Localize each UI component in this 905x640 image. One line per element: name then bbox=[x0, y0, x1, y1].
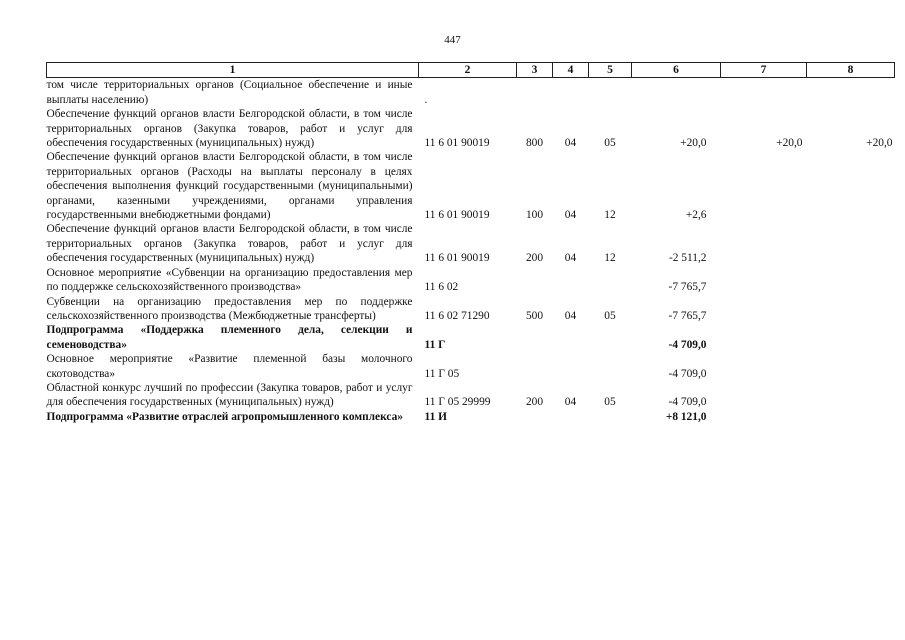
table-row bbox=[47, 107, 895, 150]
row-col4: 04 bbox=[564, 309, 577, 322]
row-col5: 12 bbox=[604, 209, 616, 222]
row-col4: 04 bbox=[564, 396, 577, 409]
row-col5: 05 bbox=[604, 396, 616, 409]
row-amount-col6: -4 709,0 bbox=[668, 367, 707, 380]
column-header: 4 bbox=[553, 63, 589, 78]
row-amount-col7: +20,0 bbox=[776, 137, 803, 150]
row-code: . bbox=[424, 93, 428, 106]
row-amount-col6: -7 765,7 bbox=[668, 309, 707, 322]
row-amount-col8 bbox=[807, 78, 895, 107]
row-description: Субвенции на организацию предоставления мер по поддержке сельскохозяйственного производства (Межбюджетные трансферты) bbox=[46, 295, 413, 322]
row-amount-col6: -2 511,2 bbox=[668, 252, 707, 265]
row-amount-col6: +8 121,0 bbox=[665, 410, 707, 423]
column-header: 6 bbox=[632, 63, 721, 78]
row-col3: 200 bbox=[525, 252, 544, 265]
row-col4 bbox=[553, 266, 589, 295]
row-amount-col8 bbox=[807, 150, 895, 222]
table-row bbox=[47, 295, 895, 324]
row-col3 bbox=[517, 266, 553, 295]
row-amount-col7 bbox=[721, 352, 807, 381]
table-row bbox=[47, 78, 895, 107]
row-amount-col7 bbox=[721, 222, 807, 265]
row-description: Подпрограмма «Развитие отраслей агропромышленного комплекса» bbox=[46, 410, 403, 423]
row-amount-col8 bbox=[807, 295, 895, 324]
row-col4: 04 bbox=[564, 252, 577, 265]
row-col4 bbox=[553, 323, 589, 352]
row-amount-col8 bbox=[807, 222, 895, 265]
row-amount-col7 bbox=[721, 410, 807, 424]
row-amount-col6: -7 765,7 bbox=[668, 281, 707, 294]
table-row bbox=[47, 352, 895, 381]
row-code: 11 И bbox=[424, 410, 447, 423]
row-col5: 05 bbox=[604, 309, 616, 322]
row-description: Обеспечение функций органов власти Белгородской области, в том числе территориальных органов (Закупка товаров, работ и услуг для обеспечения государственных (муниципальных) нужд) bbox=[46, 108, 413, 150]
column-header: 5 bbox=[589, 63, 632, 78]
row-code: 11 Г bbox=[424, 338, 446, 351]
row-description: том числе территориальных органов (Социальное обеспечение и иные выплаты населению) bbox=[46, 79, 413, 106]
row-col3 bbox=[517, 352, 553, 381]
row-col5 bbox=[589, 266, 632, 295]
row-col3: 100 bbox=[525, 209, 544, 222]
row-col4 bbox=[553, 410, 589, 424]
row-code: 11 6 02 bbox=[424, 281, 459, 294]
row-description: Основное мероприятие «Развитие племенной базы молочного скотоводства» bbox=[46, 353, 413, 380]
table-header-row bbox=[47, 63, 895, 78]
row-amount-col6: -4 709,0 bbox=[668, 338, 707, 351]
row-amount-col7 bbox=[721, 150, 807, 222]
row-col3: 200 bbox=[525, 396, 544, 409]
row-amount-col7 bbox=[721, 266, 807, 295]
row-amount-col6: +2,6 bbox=[685, 209, 707, 222]
row-amount-col7 bbox=[721, 295, 807, 324]
row-col3: 800 bbox=[525, 137, 544, 150]
row-amount-col8 bbox=[807, 410, 895, 424]
table-row bbox=[47, 150, 895, 222]
row-code: 11 6 02 71290 bbox=[424, 309, 490, 322]
page-number: 447 bbox=[444, 34, 461, 46]
table-row bbox=[47, 381, 895, 410]
column-header: 7 bbox=[721, 63, 807, 78]
row-amount-col7 bbox=[721, 78, 807, 107]
row-col4: 04 bbox=[564, 209, 577, 222]
row-description: Обеспечение функций органов власти Белгородской области, в том числе территориальных органов (Расходы на выплаты персоналу в целях обеспечения выполнения функций государственными (муниципальными) органами, казенными учреждениями, органами управления государственными внебюджетными фондами) bbox=[46, 151, 413, 222]
row-description: Областной конкурс лучший по профессии (Закупка товаров, работ и услуг для обеспечения государственных (муниципальных) нужд) bbox=[46, 381, 413, 409]
row-amount-col6: -4 709,0 bbox=[668, 396, 707, 409]
row-amount-col8 bbox=[807, 266, 895, 295]
row-col4 bbox=[553, 352, 589, 381]
row-amount-col8 bbox=[807, 352, 895, 381]
column-header: 2 bbox=[419, 63, 517, 78]
row-code: 11 Г 05 29999 bbox=[424, 396, 491, 409]
row-amount-col8: +20,0 bbox=[866, 137, 893, 150]
row-code: 11 6 01 90019 bbox=[424, 209, 490, 222]
row-col5 bbox=[589, 410, 632, 424]
table-row bbox=[47, 222, 895, 265]
row-col3 bbox=[517, 410, 553, 424]
row-amount-col7 bbox=[721, 381, 807, 410]
row-amount-col8 bbox=[807, 381, 895, 410]
row-code: 11 6 01 90019 bbox=[424, 252, 490, 265]
row-description: Основное мероприятие «Субвенции на организацию предоставления мер по поддержке сельскохозяйственного производства» bbox=[46, 266, 413, 294]
column-header: 1 bbox=[47, 63, 419, 78]
row-col5 bbox=[589, 78, 632, 107]
row-description: Подпрограмма «Поддержка племенного дела, селекции и семеноводства» bbox=[46, 324, 413, 351]
row-code: 11 Г 05 bbox=[424, 367, 460, 380]
budget-table bbox=[46, 62, 895, 424]
row-code: 11 6 01 90019 bbox=[424, 137, 490, 150]
row-amount-col7 bbox=[721, 323, 807, 352]
table-row bbox=[47, 323, 895, 352]
table-row bbox=[47, 266, 895, 295]
row-amount-col8 bbox=[807, 323, 895, 352]
row-col3 bbox=[517, 323, 553, 352]
table-row bbox=[47, 410, 895, 424]
row-col5: 05 bbox=[604, 137, 616, 150]
row-col5 bbox=[589, 352, 632, 381]
row-col3 bbox=[517, 78, 553, 107]
row-col5 bbox=[589, 323, 632, 352]
column-header: 3 bbox=[517, 63, 553, 78]
row-amount-col6: +20,0 bbox=[680, 137, 707, 150]
row-col5: 12 bbox=[604, 252, 616, 265]
row-col3: 500 bbox=[525, 309, 544, 322]
row-col4: 04 bbox=[564, 137, 577, 150]
row-col4 bbox=[553, 78, 589, 107]
row-amount-col6 bbox=[632, 78, 721, 107]
column-header: 8 bbox=[807, 63, 895, 78]
row-description: Обеспечение функций органов власти Белгородской области, в том числе территориальных органов (Закупка товаров, работ и услуг для обеспечения государственных (муниципальных) нужд) bbox=[46, 223, 413, 265]
